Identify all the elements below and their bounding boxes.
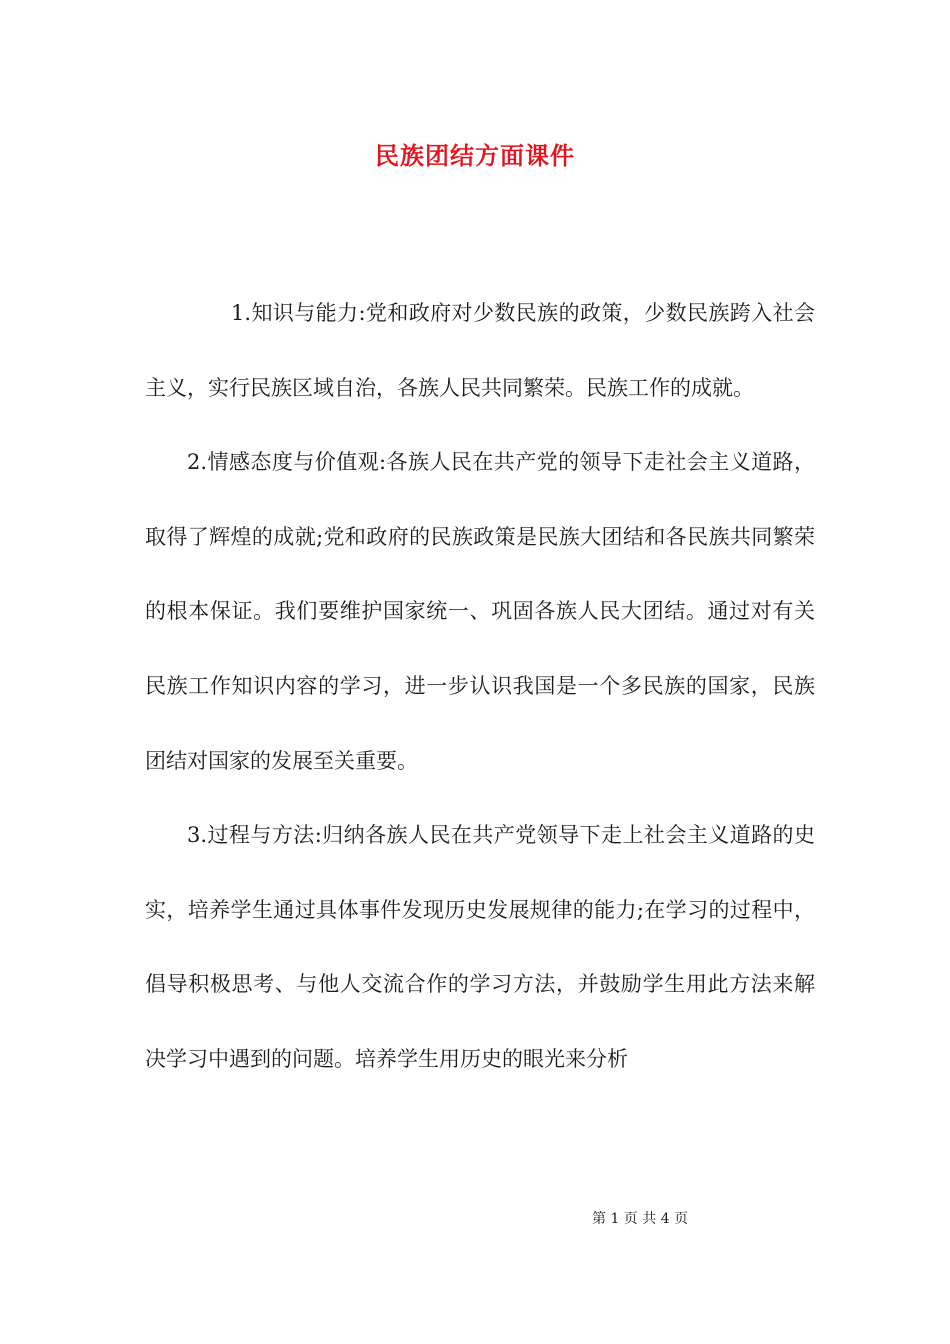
- document-title: 民族团结方面课件: [375, 141, 575, 170]
- paragraph-method: 3.过程与方法:归纳各族人民在共产党领导下走上社会主义道路的史实，培养学生通过具体事件发现历史发展规律的能力;在学习的过程中，倡导积极思考、与他人交流合作的学习方法，并鼓励学生用此方法来解决学习中遇到的问题。培养学生用历史的眼光来分析: [145, 823, 815, 1071]
- paragraph-values: 2.情感态度与价值观:各族人民在共产党的领导下走社会主义道路，取得了辉煌的成就;党和政府的民族政策是民族大团结和各民族共同繁荣的根本保证。我们要维护国家统一、巩固各族人民大团结。通过对有关民族工作知识内容的学习，进一步认识我国是一个多民族的国家，民族团结对国家的发展至关重要。: [145, 450, 815, 773]
- document-body: [145, 276, 815, 1097]
- paragraph-knowledge: 1.知识与能力:党和政府对少数民族的政策，少数民族跨入社会主义，实行民族区域自治，各族人民共同繁荣。民族工作的成就。: [145, 301, 815, 400]
- page-number-footer: 第 1 页 共 4 页: [592, 1211, 689, 1227]
